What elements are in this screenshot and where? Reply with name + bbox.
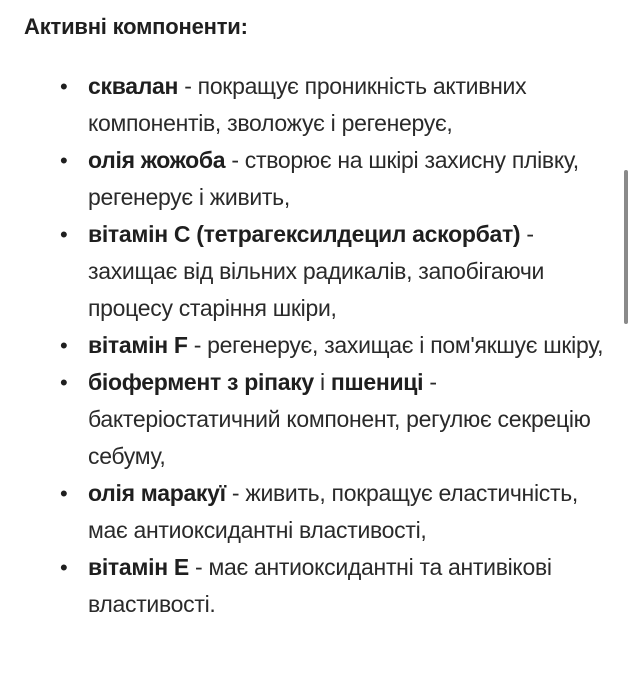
ingredient-name: біофермент з ріпаку (88, 369, 314, 395)
ingredient-description: - захищає від вільних радикалів, запобігаючи процесу старіння шкіри, (88, 221, 545, 321)
list-item (60, 216, 620, 327)
bullet-icon: • (60, 222, 68, 247)
ingredient-name: вітамін Е (88, 554, 189, 580)
ingredient-name: вітамін F (88, 332, 188, 358)
ingredient-name: олія жожоба (88, 147, 226, 173)
ingredient-description: - має антиоксидантні та антивікові властивості. (88, 554, 552, 617)
ingredients-list (60, 68, 620, 623)
bullet-icon: • (60, 148, 68, 173)
ingredient-name: вітамін С (тетрагексилдецил аскорбат) (88, 221, 521, 247)
list-item (60, 549, 620, 623)
ingredient-description: - регенерує, захищає і пом'якшує шкіру, (187, 332, 604, 358)
ingredient-description: - створює на шкірі захисну плівку, регенерує і живить, (88, 147, 579, 210)
ingredient-description: - бактеріостатичний компонент, регулює секрецію себуму, (88, 369, 591, 469)
list-item (60, 142, 620, 216)
list-item (60, 475, 620, 549)
ingredient-name: олія маракуї (88, 480, 226, 506)
bullet-icon: • (60, 333, 68, 358)
bullet-icon: • (60, 481, 68, 506)
list-item (60, 68, 620, 142)
ingredient-description: - покращує проникність активних компонентів, зволожує і регенерує, (88, 73, 527, 136)
bullet-icon: • (60, 555, 68, 580)
ingredient-name: сквалан (88, 73, 179, 99)
section-heading: Активні компоненти: (24, 14, 248, 39)
bullet-icon: • (60, 370, 68, 395)
ingredient-description: - живить, покращує еластичність, має антиоксидантні властивості, (88, 480, 578, 543)
ingredient-description: і (313, 369, 331, 395)
list-item (60, 364, 620, 475)
scrollbar[interactable] (624, 170, 628, 324)
ingredient-name: пшениці (330, 369, 424, 395)
bullet-icon: • (60, 74, 68, 99)
list-item (60, 327, 620, 364)
